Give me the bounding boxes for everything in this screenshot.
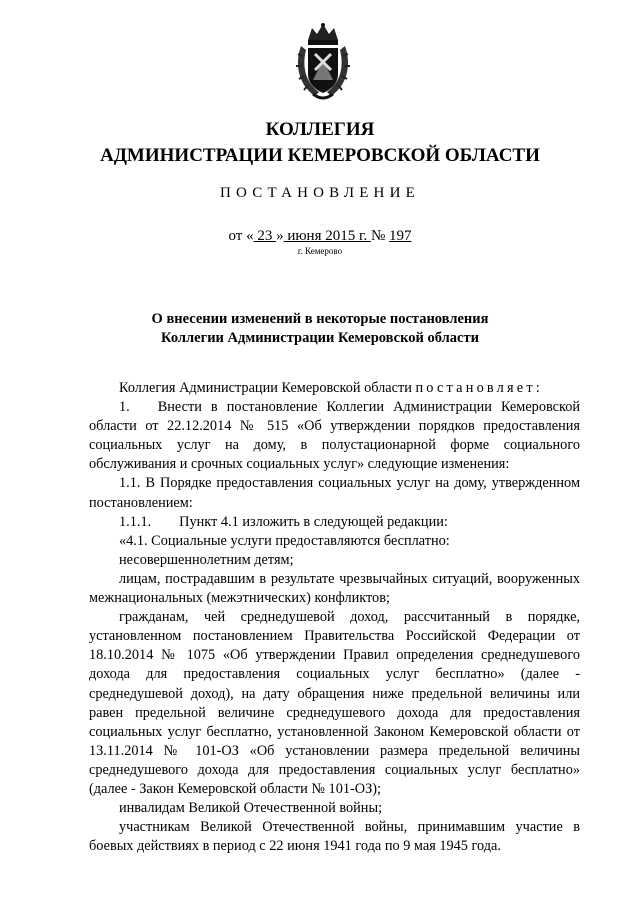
paragraph-intro: Коллегия Администрации Кемеровской области постановляет: [119,380,543,396]
paragraph-number: 1. [119,399,130,416]
coat-of-arms-emblem [295,22,351,104]
resolves-word: постановляет: [415,380,543,396]
date-month-year: июня 2015 г. [283,228,371,244]
paragraph-1-1-1: 1.1.1. Пункт 4.1 изложить в следующей редакции: [119,513,448,530]
paragraph-1: 1. Внести в постановление Коллегии Администрации Кемеровской области от 22.12.2014 № 515 «Об утверждении порядков предоставления социальных услуг на дому, в полустационарной форме социального обслуживания и срочных социальных услуг» следующие изменения: [89,399,580,473]
date-prefix: от « [228,228,254,244]
title-line-1: О внесении изменений в некоторые постановления [151,311,489,327]
list-item-minors: несовершеннолетним детям; [119,551,294,568]
list-item-war-participants: участникам Великой Отечественной войны, принимавшим участие в боевых действиях в период с 22 июня 1941 года по 9 мая 1945 года. [89,819,580,855]
document-number: 197 [389,228,412,244]
title-line-2: Коллегии Администрации Кемеровской области [161,330,479,346]
list-item-war-invalids: инвалидам Великой Отечественной войны; [119,800,383,817]
document-title [0,310,640,348]
date-day: 23 [253,228,277,244]
date-line [0,228,640,245]
paragraph-number: 1.1.1. [119,513,152,530]
paragraph-1-1: 1.1. В Порядке предоставления социальных услуг на дому, утвержденном постановлением: [89,475,580,511]
document-body [89,379,580,856]
number-sign: № [370,228,390,244]
city-name: г. Кемерово [297,246,343,256]
org-title-line-1: КОЛЛЕГИЯ [265,119,375,140]
paragraph-4-1: «4.1. Социальные услуги предоставляются бесплатно: [119,532,450,549]
org-title-line-2: АДМИНИСТРАЦИИ КЕМЕРОВСКОЙ ОБЛАСТИ [100,145,540,166]
document-type: ПОСТАНОВЛЕНИЕ [220,185,420,201]
list-item-low-income: гражданам, чей среднедушевой доход, рассчитанный в порядке, установленном постановлением Правительства Российской Федерации от 18.10.2014 № 1075 «Об утверждении Правил определения среднедушевого дохода для предоставления социальных услуг бесплатно» (далее - среднедушевой доход), на дату обращения ниже предельной величины или равен предельной величине среднедушевого дохода для предоставления социальных услуг бесплатно, установленной Законом Кемеровской области от 13.11.2014 № 101-ОЗ «Об установлении размера предельной величины среднедушевого дохода для предоставления социальных услуг бесплатно» (далее - Закон Кемеровской области № 101-ОЗ); [89,609,580,797]
date-close-quote: » [276,228,284,244]
list-item-emergency-victims: лицам, пострадавшим в результате чрезвычайных ситуаций, вооруженных межнациональных (межэтнических) конфликтов; [89,570,580,607]
